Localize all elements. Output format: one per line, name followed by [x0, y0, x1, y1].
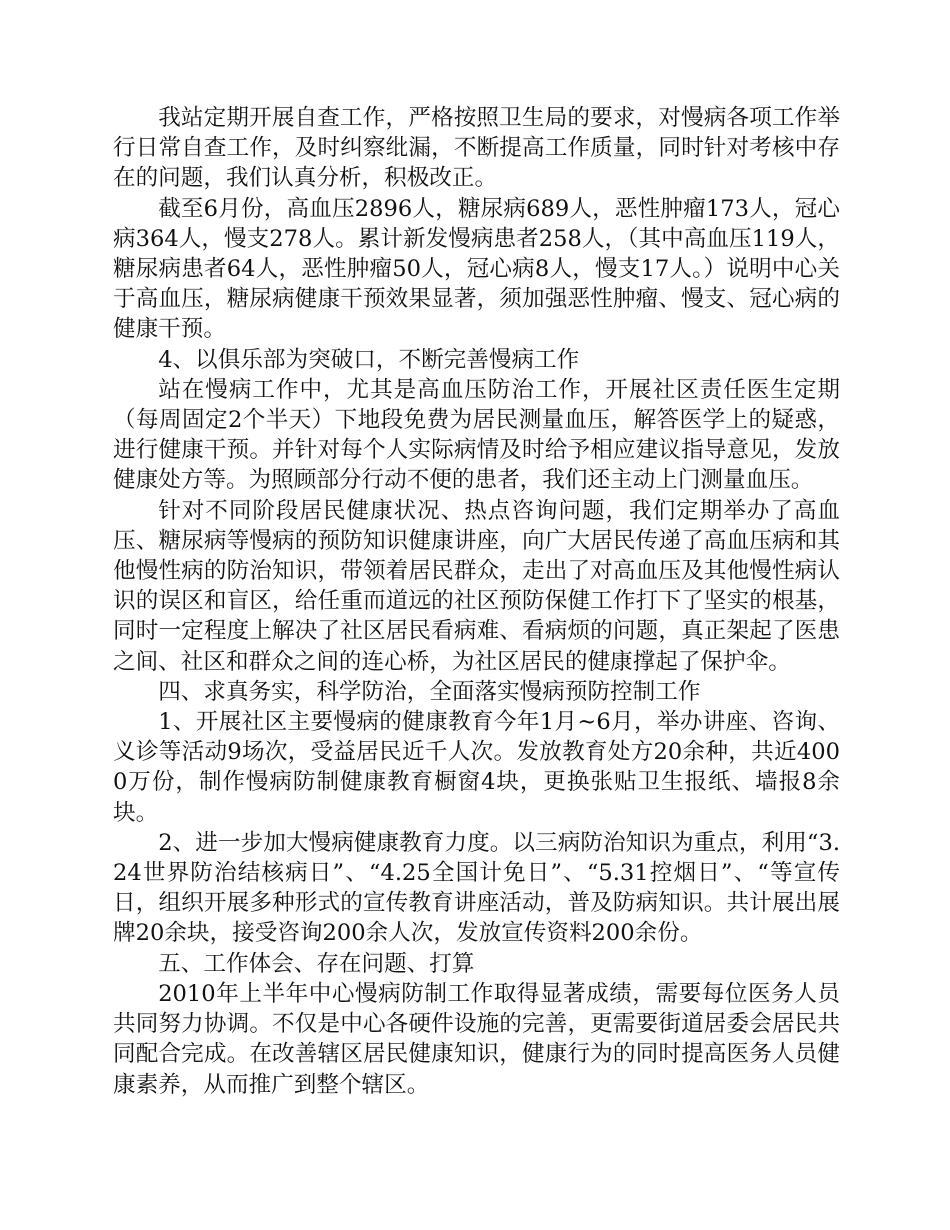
paragraph-hypertension-control: 站在慢病工作中，尤其是高血压防治工作，开展社区责任医生定期（每周固定2个半天）下地段免费为居民测量血压，解答医学上的疑惑，进行健康干预。并针对每个人实际病情及时给予相应建议指导意见，发放健康处方等。为照顾部分行动不便的患者，我们还主动上门测量血压。 — [113, 376, 840, 494]
paragraph-awareness-days: 2、进一步加大慢病健康教育力度。以三病防治知识为重点，利用“3.24世界防治结核病日”、“4.25全国计免日”、“5.31控烟日”、“等宣传日，组织开展多种形式的宣传教育讲座活动，普及防病知识。共计展出展牌20余块，接受咨询200余人次，发放宣传资料200余份。 — [113, 829, 840, 947]
section-heading-five: 五、工作体会、存在问题、打算 — [158, 950, 475, 977]
paragraph-health-education: 1、开展社区主要慢病的健康教育今年1月~6月，举办讲座、咨询、义诊等活动9场次，受益居民近千人次。发放教育处方20余种，共近4000万份，制作慢病防制健康教育橱窗4块，更换张贴卫生报纸、墙报8余块。 — [113, 709, 840, 826]
paragraph-statistics: 截至6月份，高血压2896人，糖尿病689人，恶性肿瘤173人，冠心病364人，慢支278人。累计新发慢病患者258人，（其中高血压119人，糖尿病患者64人，恶性肿瘤50人，冠心病8人，慢支17人。）说明中心关于高血压，糖尿病健康干预效果显著，须加强恶性肿瘤、慢支、冠心病的健康干预。 — [113, 195, 840, 343]
paragraph-health-lectures: 针对不同阶段居民健康状况、热点咨询问题，我们定期举办了高血压、糖尿病等慢病的预防知识健康讲座，向广大居民传递了高血压病和其他慢性病的防治知识，带领着居民群众，走出了对高血压及其他慢性病认识的误区和盲区，给任重而道远的社区预防保健工作打下了坚实的根基，同时一定程度上解决了社区居民看病难、看病烦的问题，真正架起了医患之间、社区和群众之间的连心桥，为社区居民的健康撑起了保护伞。 — [113, 497, 840, 675]
paragraph-self-inspection: 我站定期开展自查工作，严格按照卫生局的要求，对慢病各项工作举行日常自查工作，及时纠察纰漏，不断提高工作质量，同时针对考核中存在的问题，我们认真分析，积极改正。 — [113, 105, 840, 192]
paragraph-summary: 2010年上半年中心慢病防制工作取得显著成绩，需要每位医务人员共同努力协调。不仅是中心各硬件设施的完善，更需要街道居委会居民共同配合完成。在改善辖区居民健康知识，健康行为的同时提高医务人员健康素养，从而推广到整个辖区。 — [113, 980, 840, 1098]
section-heading-four: 四、求真务实，科学防治，全面落实慢病预防控制工作 — [158, 678, 701, 705]
subheading-club-breakthrough: 4、以俱乐部为突破口，不断完善慢病工作 — [158, 346, 580, 373]
